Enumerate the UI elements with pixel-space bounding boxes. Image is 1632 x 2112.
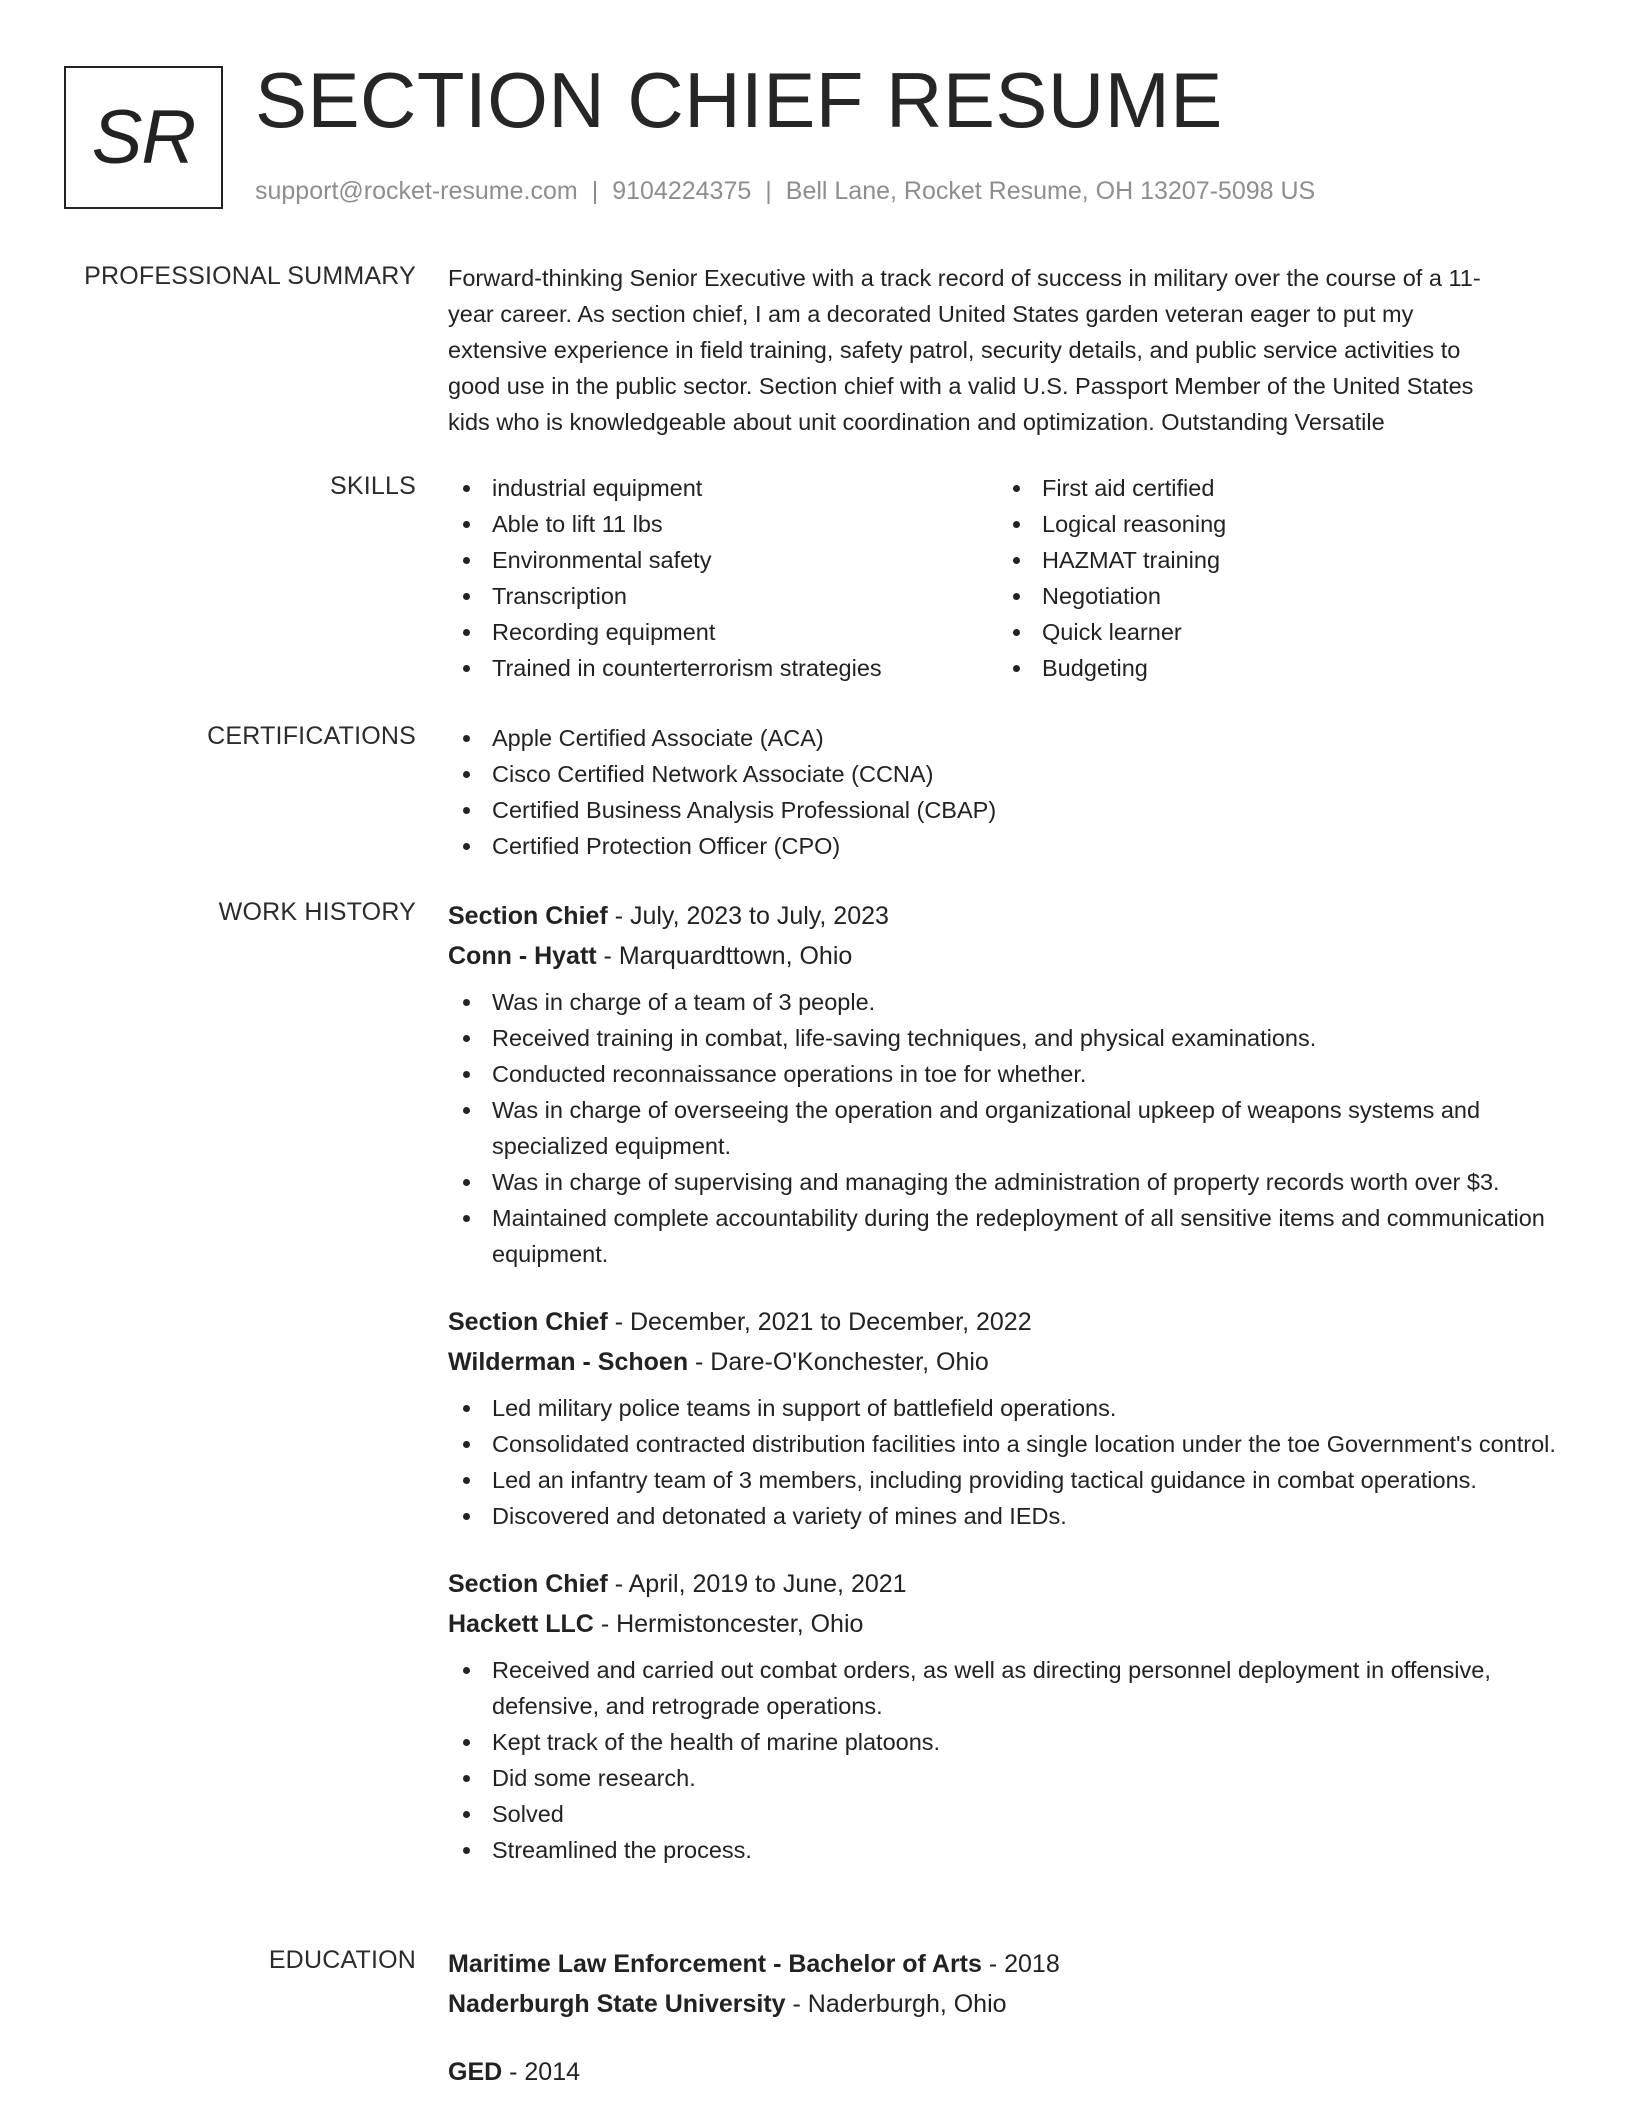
certification-item: Apple Certified Associate (ACA) — [448, 720, 1578, 756]
certification-item: Certified Protection Officer (CPO) — [448, 828, 1578, 864]
certifications-list — [448, 720, 1578, 864]
job-bullet: Received and carried out combat orders, as well as directing personnel deployment in offensive, defensive, and retrograde operations. — [448, 1652, 1578, 1724]
education-degree-line — [448, 2052, 1578, 2092]
skill-item: Transcription — [448, 578, 998, 614]
education-degree: GED — [448, 2058, 503, 2086]
job-title-line — [448, 1302, 1578, 1342]
job-title: Section Chief — [448, 902, 608, 930]
summary-line: kids who is knowledgeable about unit coordination and optimization. Outstanding Versatile — [448, 409, 1385, 435]
job-bullet: Kept track of the health of marine platoons. — [448, 1724, 1578, 1760]
contact-separator: | — [765, 177, 772, 205]
job-bullet: Consolidated contracted distribution facilities into a single location under the toe Government's control. — [448, 1426, 1578, 1462]
section-label-certifications: CERTIFICATIONS — [207, 722, 416, 750]
skill-item: Able to lift 11 lbs — [448, 506, 998, 542]
job-title-line — [448, 896, 1578, 936]
skill-item: Trained in counterterrorism strategies — [448, 650, 998, 686]
summary-line: Forward-thinking Senior Executive with a track record of success in military over the course of a 11- — [448, 265, 1481, 291]
education-body — [448, 1944, 1578, 2092]
skills-list-left — [448, 470, 998, 686]
job-company-line — [448, 936, 1578, 976]
job-company-line — [448, 1342, 1578, 1382]
job-bullet: Received training in combat, life-saving techniques, and physical examinations. — [448, 1020, 1578, 1056]
job-bullet: Did some research. — [448, 1760, 1578, 1796]
work-history-body — [448, 896, 1578, 1868]
skills-list-right — [998, 470, 1548, 686]
job-location: - Marquardttown, Ohio — [596, 942, 853, 970]
skill-item: Budgeting — [998, 650, 1548, 686]
skills-body — [448, 470, 1578, 686]
job-bullet: Was in charge of supervising and managing the administration of property records worth over $3. — [448, 1164, 1578, 1200]
section-label-education: EDUCATION — [268, 1946, 416, 1974]
job-bullet: Streamlined the process. — [448, 1832, 1578, 1868]
skill-item: Environmental safety — [448, 542, 998, 578]
certifications-body — [448, 720, 1578, 864]
resume-title: SECTION CHIEF RESUME — [255, 56, 1223, 144]
certification-item: Cisco Certified Network Associate (CCNA) — [448, 756, 1578, 792]
job-company: Wilderman - Schoen — [448, 1348, 689, 1376]
job-dates: - July, 2023 to July, 2023 — [607, 902, 889, 930]
education-year: - 2014 — [502, 2058, 581, 2086]
job-bullet: Led military police teams in support of battlefield operations. — [448, 1390, 1578, 1426]
contact-address: Bell Lane, Rocket Resume, OH 13207-5098 US — [785, 177, 1316, 205]
summary-line: good use in the public sector. Section chief with a valid U.S. Passport Member of the United States — [448, 373, 1474, 399]
job-dates: - April, 2019 to June, 2021 — [607, 1570, 907, 1598]
education-school: Naderburgh State University — [448, 1990, 786, 2018]
education-year: - 2018 — [981, 1950, 1060, 1978]
job-bullet: Discovered and detonated a variety of mines and IEDs. — [448, 1498, 1578, 1534]
skill-item: industrial equipment — [448, 470, 998, 506]
section-label-work-history: WORK HISTORY — [218, 898, 416, 926]
job-company: Hackett LLC — [448, 1610, 594, 1638]
job-title-line — [448, 1564, 1578, 1604]
job-bullet: Maintained complete accountability during the redeployment of all sensitive items and communication equipment. — [448, 1200, 1578, 1272]
monogram-badge — [64, 66, 223, 209]
skill-item: HAZMAT training — [998, 542, 1548, 578]
monogram-text: SR — [91, 95, 196, 180]
job-company-line — [448, 1604, 1578, 1644]
contact-separator: | — [591, 177, 599, 205]
education-entry — [448, 1944, 1578, 2024]
job-bullet-list — [448, 1390, 1578, 1534]
job-entry — [448, 1302, 1578, 1534]
education-school-line — [448, 1984, 1578, 2024]
job-bullet: Led an infantry team of 3 members, including providing tactical guidance in combat operations. — [448, 1462, 1578, 1498]
job-bullet-list — [448, 984, 1578, 1272]
section-label-summary: PROFESSIONAL SUMMARY — [84, 262, 416, 290]
skill-item: Negotiation — [998, 578, 1548, 614]
contact-email[interactable]: support@rocket-resume.com — [255, 177, 578, 205]
certification-item: Certified Business Analysis Professional (CBAP) — [448, 792, 1578, 828]
skill-item: First aid certified — [998, 470, 1548, 506]
job-bullet: Solved — [448, 1796, 1578, 1832]
job-location: - Hermistoncester, Ohio — [593, 1610, 864, 1638]
summary-line: extensive experience in field training, safety patrol, security details, and public service activities to — [448, 337, 1461, 363]
education-degree: Maritime Law Enforcement - Bachelor of Arts — [448, 1950, 982, 1978]
skill-item: Logical reasoning — [998, 506, 1548, 542]
contact-line — [255, 176, 1315, 206]
job-bullet: Conducted reconnaissance operations in toe for whether. — [448, 1056, 1578, 1092]
job-company: Conn - Hyatt — [448, 942, 597, 970]
job-entry — [448, 896, 1578, 1272]
education-entry — [448, 2052, 1578, 2092]
education-degree-line — [448, 1944, 1578, 1984]
job-bullet: Was in charge of overseeing the operation and organizational upkeep of weapons systems and specialized equipment. — [448, 1092, 1578, 1164]
job-location: - Dare-O'Konchester, Ohio — [688, 1348, 989, 1376]
job-bullet: Was in charge of a team of 3 people. — [448, 984, 1578, 1020]
section-label-skills: SKILLS — [330, 472, 416, 500]
contact-phone[interactable]: 9104224375 — [612, 177, 752, 205]
education-location: - Naderburgh, Ohio — [785, 1990, 1007, 2018]
skill-item: Recording equipment — [448, 614, 998, 650]
job-title: Section Chief — [448, 1570, 608, 1598]
skill-item: Quick learner — [998, 614, 1548, 650]
summary-text — [448, 260, 1578, 440]
summary-line: year career. As section chief, I am a decorated United States garden veteran eager to put my — [448, 301, 1414, 327]
job-entry — [448, 1564, 1578, 1868]
job-dates: - December, 2021 to December, 2022 — [607, 1308, 1032, 1336]
job-title: Section Chief — [448, 1308, 608, 1336]
job-bullet-list — [448, 1652, 1578, 1868]
